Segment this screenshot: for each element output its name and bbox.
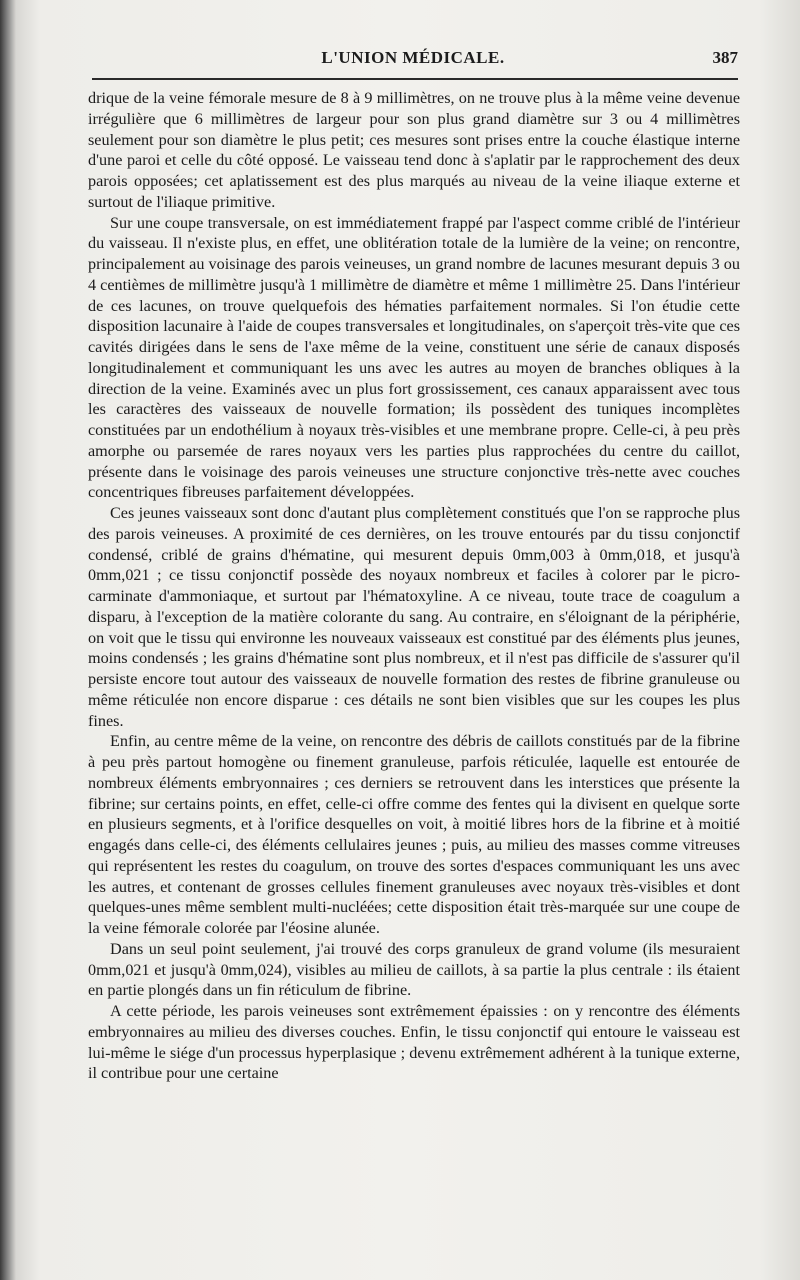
paragraph-continuation: drique de la veine fémorale mesure de 8 à 9 millimètres, on ne trouve plus à la même veine devenue irrégulière que 6 millimètres de largeur pour son plus grand diamètre sur 3 ou 4 millimètres seulement pour son diamètre le plus petit; ces mesures sont prises entre la couche élastique interne d'une paroi et celle du côté opposé. Le vaisseau tend donc à s'aplatir par le rapprochement des deux parois opposées; cet aplatissement est des plus marqués au niveau de la veine iliaque externe et surtout de l'iliaque primitive. (88, 89, 740, 211)
paragraph-coupe-transversale: Sur une coupe transversale, on est immédiatement frappé par l'aspect comme criblé de l'intérieur du vaisseau. Il n'existe plus, en effet, une oblitération totale de la lumière de la veine; on rencontre, principalement au voisinage des parois veineuses, un grand nombre de lacunes mesurant depuis 3 ou 4 centièmes de millimètre jusqu'à 1 millimètre de diamètre et même 1 millimètre 25. Dans l'intérieur de ces lacunes, on trouve quelquefois des hématies parfaitement normales. Si l'on étudie cette disposition lacunaire à l'aide de coupes transversales et longitudinales, on s'aperçoit très-vite que ces cavités dirigées dans le sens de l'axe même de la veine, constituent une série de canaux disposés longitudinalement et communiquant les uns avec les autres au moyen de branches obliques à la direction de la veine. Examinés avec un plus fort grossissement, ces canaux apparaissent avec tous les caractères des vaisseaux de nouvelle formation; ils possèdent des tuniques incomplètes constituées par un endothélium à noyaux très-visibles et une membrane propre. Celle-ci, à peu près amorphe ou parsemée de rares noyaux vers les parties plus rapprochées du centre du caillot, présente dans le voisinage des parois veineuses une structure conjonctive très-nette avec couches concentriques fibreuses parfaitement développées. (88, 213, 740, 502)
running-header (88, 48, 738, 74)
paragraph-centre-veine: Enfin, au centre même de la veine, on rencontre des débris de caillots constitués par de la fibrine à peu près partout homogène ou finement granuleuse, parfois réticulée, laquelle est entourée de nombreux éléments embryonnaires ; ces derniers se retrouvent dans les interstices que présente la fibrine; sur certains points, en effet, celle-ci offre comme des fentes qui la divisent en quelque sorte en plusieurs segments, et à l'orifice desquelles on voit, à moitié libres hors de la fibrine et à moitié engagés dans celle-ci, des éléments cellulaires jeunes ; puis, au milieu des masses comme vitreuses qui représentent les restes du coagulum, on trouve des sortes d'espaces communiquant les uns avec les autres, et contenant de grosses cellules finement granuleuses avec noyaux très-visibles et dont quelques-unes même semblent multi-nucléées; cette disposition était très-marquée sur une coupe de la veine fémorale colorée par l'éosine alunée. (88, 732, 740, 937)
paragraph-corps-granuleux: Dans un seul point seulement, j'ai trouvé des corps granuleux de grand volume (ils mesuraient 0mm,021 et jusqu'à 0mm,024), visibles au milieu de caillots, à sa partie la plus centrale : ils étaient en partie plongés dans un fin réticulum de fibrine. (88, 939, 740, 1000)
page-number: 387 (712, 48, 738, 67)
paragraph-cette-periode: A cette période, les parois veineuses sont extrêmement épaissies : on y rencontre des éléments embryonnaires au milieu des diverses couches. Enfin, le tissu conjonctif qui entoure le vaisseau est lui-même le siége d'un processus hyperplasique ; devenu extrêmement adhérent à la tunique externe, il contribue pour une certaine (88, 1002, 740, 1083)
article-body (88, 88, 740, 1084)
header-rule (92, 78, 738, 80)
paragraph-jeunes-vaisseaux: Ces jeunes vaisseaux sont donc d'autant plus complètement constitués que l'on se rapproche plus des parois veineuses. A proximité de ces dernières, on les trouve entourés par du tissu conjonctif condensé, criblé de grains d'hématine, qui mesurent depuis 0mm,003 à 0mm,018, et jusqu'à 0mm,021 ; ce tissu conjonctif possède des noyaux nombreux et faciles à colorer par le picro-carminate d'ammoniaque, et surtout par l'hématoxyline. A ce niveau, toute trace de coagulum a disparu, à l'exception de la matière colorante du sang. Au contraire, en s'éloignant de la périphérie, on voit que le tissu qui environne les nouveaux vaisseaux est constitué par des éléments plus jeunes, moins condensés ; les grains d'hématine sont plus nombreux, et il n'est pas difficile de s'assurer qu'il persiste encore tout autour des vaisseaux de nouvelle formation des restes de fibrine granuleuse ou même réticulée non encore disparue : ces détails ne sont bien visibles que sur les coupes les plus fines. (88, 504, 740, 730)
journal-title: L'UNION MÉDICALE. (321, 48, 505, 67)
